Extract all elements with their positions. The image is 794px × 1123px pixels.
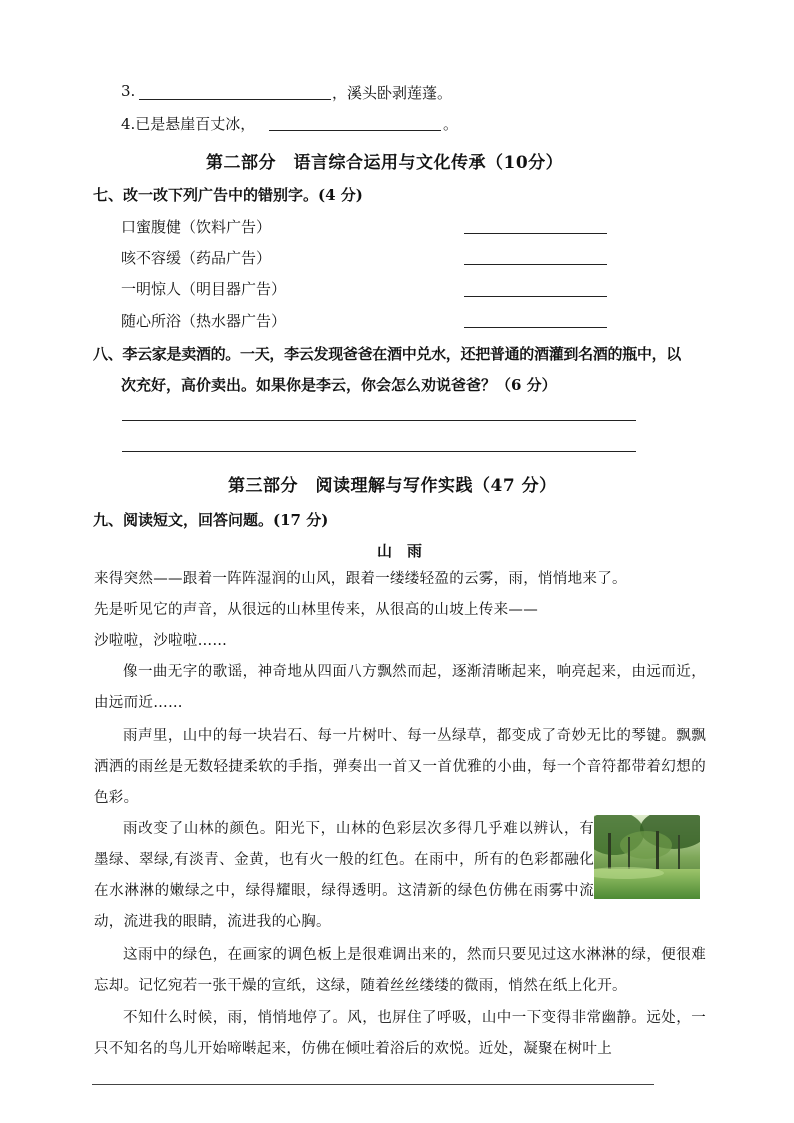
q7-answer-blank-1[interactable] bbox=[464, 233, 607, 234]
q8-prompt-line-1: 八、李云家是卖酒的。一天，李云发现爸爸在酒中兑水，还把普通的酒灌到名酒的瓶中，以 bbox=[93, 345, 682, 363]
passage-title: 山 雨 bbox=[377, 542, 423, 560]
passage-paragraph-4: 像一曲无字的歌谣，神奇地从四面八方飘然而起，逐渐清晰起来，响亮起来，由远而近，由远而近…… bbox=[94, 664, 706, 711]
poem-line-3-number: 3. bbox=[121, 82, 136, 100]
passage-paragraph-6-text: 雨改变了山林的颜色。阳光下，山林的色彩层次多得几乎难以辨认，有墨绿、翠绿,有淡青、金黄，也有火一般的红色。在雨中，所有的色彩都融化在水淋淋的嫩绿之中，绿得耀眼，绿得透明。这清新的绿色仿佛在雨雾中流动，流进我的眼睛，流进我的心胸。 bbox=[94, 821, 594, 930]
q7-answer-blank-4[interactable] bbox=[464, 327, 607, 328]
passage-paragraph-8: 不知什么时候，雨，悄悄地停了。风，也屏住了呼吸，山中一下变得非常幽静。远处，一只不知名的鸟儿开始啼啭起来，仿佛在倾吐着浴后的欢悦。近处，凝聚在树叶上 bbox=[94, 1010, 706, 1057]
poem-line-4-blank[interactable] bbox=[269, 130, 441, 131]
poem-line-3-blank[interactable] bbox=[139, 99, 331, 100]
q7-item-4: 随心所浴（热水器广告） bbox=[121, 312, 287, 330]
part3-title: 第三部分 阅读理解与写作实践（47 分） bbox=[228, 476, 557, 496]
q7-title: 七、改一改下列广告中的错别字。(4 分) bbox=[93, 186, 363, 204]
passage-paragraph-5: 雨声里，山中的每一块岩石、每一片树叶、每一丛绿草，都变成了奇妙无比的琴键。飘飘洒洒的雨丝是无数轻捷柔软的手指，弹奏出一首又一首优雅的小曲，每一个音符都带着幻想的色彩。 bbox=[94, 728, 706, 806]
q8-prompt-line-2: 次充好，高价卖出。如果你是李云，你会怎么劝说爸爸？（6 分） bbox=[121, 376, 557, 394]
q7-item-2: 咳不容缓（药品广告） bbox=[121, 249, 272, 267]
q7-item-1: 口蜜腹健（饮料广告） bbox=[121, 218, 272, 236]
q8-answer-line-2[interactable] bbox=[122, 451, 636, 452]
passage-paragraph-6 bbox=[94, 814, 706, 944]
q7-answer-blank-2[interactable] bbox=[464, 264, 607, 265]
poem-line-4-head: 4.已是悬崖百丈冰， bbox=[121, 115, 256, 133]
passage-paragraph-1: 来得突然——跟着一阵阵湿润的山风，跟着一缕缕轻盈的云雾，雨，悄悄地来了。 bbox=[94, 571, 627, 587]
photo-wrap-spacer bbox=[594, 814, 706, 907]
poem-line-4-tail: 。 bbox=[443, 115, 459, 133]
passage-paragraph-3: 沙啦啦，沙啦啦…… bbox=[94, 633, 228, 649]
q7-item-3: 一明惊人（明目器广告） bbox=[121, 280, 287, 298]
q9-title: 九、阅读短文，回答问题。(17 分) bbox=[93, 511, 329, 529]
part2-title: 第二部分 语言综合运用与文化传承（10分） bbox=[206, 153, 564, 173]
poem-line-3 bbox=[121, 82, 135, 100]
footer-rule bbox=[92, 1084, 654, 1085]
poem-line-3-tail: ，溪头卧剥莲蓬。 bbox=[332, 84, 453, 102]
passage-paragraph-2: 先是听见它的声音，从很远的山林里传来，从很高的山坡上传来—— bbox=[94, 602, 538, 618]
q7-answer-blank-3[interactable] bbox=[464, 296, 607, 297]
passage-paragraph-7: 这雨中的绿色，在画家的调色板上是很难调出来的，然而只要见过这水淋淋的绿，便很难忘却。记忆宛若一张干燥的宣纸，这绿，随着丝丝缕缕的微雨，悄然在纸上化开。 bbox=[94, 947, 706, 994]
q8-answer-line-1[interactable] bbox=[122, 420, 636, 421]
